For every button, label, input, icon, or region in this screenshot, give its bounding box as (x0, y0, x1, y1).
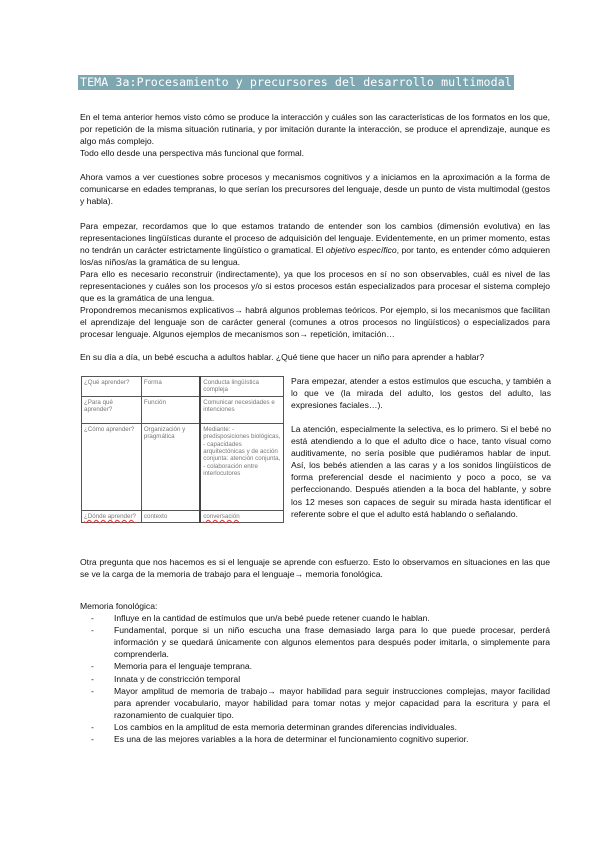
bullet-dash-icon: - (91, 661, 94, 672)
document-title: TEMA 3a:Procesamiento y precursores del desarrollo multimodal (80, 75, 512, 89)
table-cell (200, 510, 283, 522)
bullet-dash-icon: - (91, 685, 94, 696)
right-column-paragraph-1: Para empezar, atender a estos estímulos que escucha, y también a lo que ve (la mirada del adulto, los gestos del adulto, las expresiones faciales…). (291, 376, 551, 411)
table-cell-text: conversación (203, 512, 240, 520)
list-item (80, 673, 550, 685)
objetivo-especifico-emphasis: objetivo específico (325, 245, 397, 256)
memoria-fonologica-section (80, 600, 550, 745)
list-item (80, 624, 550, 660)
table-cell (82, 510, 142, 522)
right-column-paragraph-2: La atención, especialmente la selectiva, es lo primero. Si el bebé no está atendiendo a lo que el adulto dice o hace, tanto visual como auditivamente, no sería posible que pudiéramos hablar de input. Así, los bebés atienden a las caras y a los sonidos lingüísticos de forma preferencial desde el nacimiento y poco a poco, se va perfeccionando. Después atienden a la boca del hablante, y sobre los 12 meses son capaces de seguir su mirada hasta identificar el referente sobre el que el adulto está hablando o señalando. (291, 424, 551, 519)
para-empezar-text: Para empezar, recordamos que lo que estamos tratando de entender son los cambios (dimensión evolutiva) en las representaciones lingüísticas durante el proceso de adquisición del lenguaje. Evidentemente, en un primer momento, estas no tendrán un carácter estrictamente lingüístico o gramatical. El (80, 221, 550, 256)
bullet-dash-icon: - (91, 734, 94, 745)
list-item (80, 733, 550, 745)
list-item (80, 612, 550, 624)
table-cell-text: ¿Dónde aprender? (84, 512, 136, 520)
para-empezar-text-end: , por tanto, es entender cómo adquieren los/as niños/as la gramática de su lengua. (80, 245, 550, 268)
table-row (82, 377, 284, 397)
list-item-text: Mayor amplitud de memoria de trabajo→ mayor habilidad para seguir instrucciones complejas, mayor facilidad para aprender vocabulario, mayor habilidad para tomar notas y mejor capacidad para la escritura y para el razonamiento de cualquier tipo. (114, 685, 550, 720)
intro-text: En el tema anterior hemos visto cómo se produce la interacción y cuáles son las características de los formatos en los que, por repetición de la misma situación rutinaria, y por imitación durante la interacción, se produce el aprendizaje, aunque es algo más complejo. (80, 112, 550, 147)
paragraph-para-empezar (80, 220, 550, 268)
list-item-text: Es una de las mejores variables a la hora de determinar el funcionamiento cognitivo superior. (114, 734, 469, 745)
paragraph-mecanismos: Propondremos mecanismos explicativos→ habrá algunos problemas teóricos. Por ejemplo, si los mecanismos que facilitan el aprendizaje del lenguaje son de carácter general (comunes a otros procesos no lingüísticos) o especializados para procesar lenguaje. Algunos ejemplos de mecanismos son→ repetición, imitación… (80, 305, 550, 340)
list-item (80, 721, 550, 733)
table-cell: Comunicar necesidades e intenciones (200, 396, 283, 423)
list-item-text: Innata y de constricción temporal (114, 673, 241, 684)
table-cell: ¿Cómo aprender? (82, 423, 142, 510)
table-row (82, 423, 284, 510)
list-item-text: Influye en la cantidad de estímulos que un/a bebé puede retener cuando le hablan. (114, 613, 430, 624)
memoria-list (80, 612, 550, 745)
list-item-text: Fundamental, porque si un niño escucha una frase demasiado larga para lo que puede procesar, perderá información y se quedará únicamente con algunos elementos para después poder imitarla, o simplemente para comprenderla. (114, 625, 550, 660)
bullet-dash-icon: - (91, 625, 94, 636)
paragraph-ahora: Ahora vamos a ver cuestiones sobre procesos y mecanismos cognitivos y a iniciamos en la aproximación a la forma de comunicarse en edades tempranas, lo que serían los precursores del lenguaje, desde un punto de vista multimodal (gestos y habla). (80, 172, 550, 207)
list-item (80, 685, 550, 721)
question-paragraph: En su día a día, un bebé escucha a adultos hablar. ¿Qué tiene que hacer un niño para aprender a hablar? (80, 352, 485, 362)
intro-paragraph (80, 111, 550, 159)
bullet-dash-icon: - (91, 721, 94, 732)
memoria-header: Memoria fonológica: (80, 601, 158, 611)
paragraph-esfuerzo: Otra pregunta que nos hacemos es si el lenguaje se aprende con esfuerzo. Esto lo observamos en situaciones en las que se ve la carga de la memoria de trabajo para el lenguaje→ memoria fonológica. (80, 557, 550, 580)
table-cell: Función (141, 396, 200, 423)
table-row (82, 396, 284, 423)
learning-table (81, 376, 284, 523)
list-item-text: Memoria para el lenguaje temprana. (114, 661, 253, 672)
bullet-dash-icon: - (91, 613, 94, 624)
list-item (80, 660, 550, 672)
table-cell: Forma (141, 377, 200, 397)
intro-text-2: Todo ello desde una perspectiva más funcional que formal. (80, 148, 305, 159)
table-row (82, 510, 284, 522)
table-cell: ¿Para qué aprender? (82, 396, 142, 423)
table-cell: Conducta lingüística compleja (200, 377, 283, 397)
table-cell: Mediante: - predisposiciones biológicas, - capacidades arquitectónicas y de acción conjunta: atención conjunta, - colaboración entre interlocutores (200, 423, 283, 510)
table-cell: contexto (141, 510, 200, 522)
paragraph-reconstruir: Para ello es necesario reconstruir (indirectamente), ya que los procesos en sí no son observables, cuál es nivel de las representaciones y cuáles son los procesos y/o si estos procesos están especializados para procesar el sistema complejo que es la gramática de una lengua. (80, 269, 550, 304)
bullet-dash-icon: - (91, 673, 94, 684)
list-item-text: Los cambios en la amplitud de esta memoria determinan grandes diferencias individuales. (114, 721, 457, 732)
table-cell: Organización y pragmática (141, 423, 200, 510)
table-cell: ¿Qué aprender? (82, 377, 142, 397)
